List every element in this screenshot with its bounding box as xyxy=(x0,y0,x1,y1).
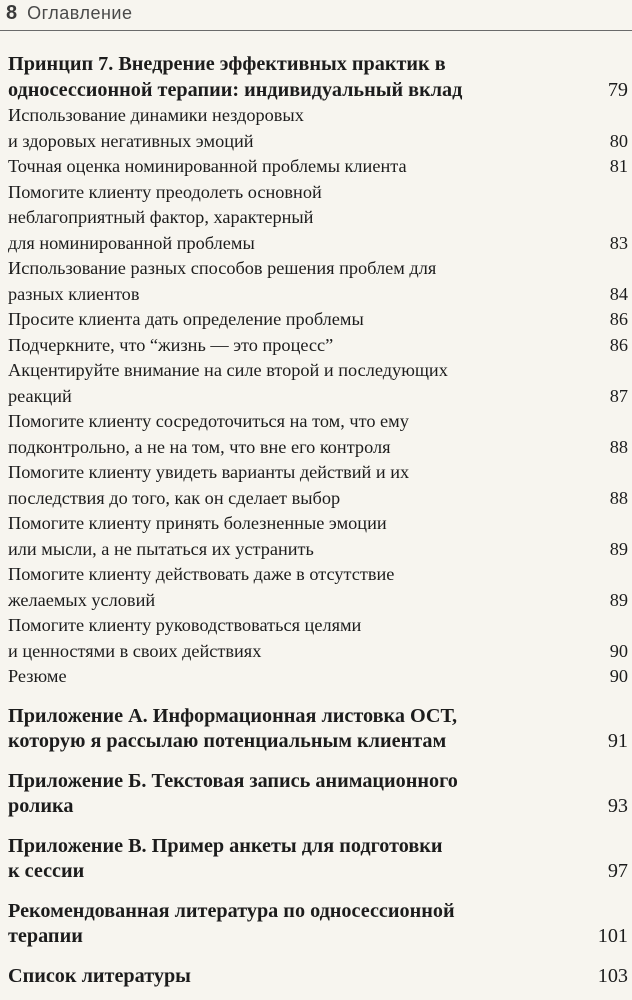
toc-entry-title: Помогите клиенту сосредоточиться на том, что ему подконтрольно, а не на том, что вне его контроля xyxy=(8,411,409,457)
toc-entry xyxy=(8,154,628,180)
toc-entry-page: 101 xyxy=(597,925,628,947)
toc-entry-page: 80 xyxy=(609,130,628,151)
toc-chapter-entry xyxy=(8,964,628,990)
toc-entry xyxy=(8,256,628,307)
toc-entry-title: Помогите клиенту увидеть варианты действий и их последствия до того, как он сделает выбор xyxy=(8,462,410,508)
toc-entry-page: 91 xyxy=(607,730,628,752)
toc-entry xyxy=(8,180,628,257)
toc-entry-title: Помогите клиенту руководствоваться целями и ценностями в своих действиях xyxy=(8,615,362,661)
toc-entry-title: Помогите клиенту преодолеть основной неблагоприятный фактор, характерный для номинированной проблемы xyxy=(8,181,322,253)
toc-entry-title: Акцентируйте внимание на силе второй и последующих реакций xyxy=(8,360,448,406)
toc-entry xyxy=(8,613,628,664)
table-of-contents xyxy=(8,52,628,989)
toc-entry-title: Принцип 7. Внедрение эффективных практик в односессионной терапии: индивидуальный вклад xyxy=(8,53,463,101)
toc-entry-page: 79 xyxy=(607,78,628,101)
section-name: Оглавление xyxy=(27,3,133,23)
toc-entry-page: 89 xyxy=(609,538,628,559)
toc-entry-title: Использование динамики нездоровых и здоровых негативных эмоций xyxy=(8,105,304,151)
toc-entry xyxy=(8,460,628,511)
toc-chapter-entry xyxy=(8,834,628,885)
toc-entry-page: 83 xyxy=(609,232,628,253)
toc-entry-page: 103 xyxy=(597,964,628,987)
toc-entry-page: 90 xyxy=(609,640,628,661)
toc-entry-page: 90 xyxy=(609,666,628,686)
toc-entry xyxy=(8,664,628,690)
toc-entry-page: 86 xyxy=(609,309,628,329)
toc-chapter-entry xyxy=(8,704,628,755)
toc-entry-page: 97 xyxy=(607,860,628,882)
toc-entry xyxy=(8,333,628,359)
toc-entry-page: 84 xyxy=(609,283,628,304)
toc-entry-title: Приложение Б. Текстовая запись анимационного ролика xyxy=(8,769,458,817)
toc-entry-title: Список литературы xyxy=(8,964,191,987)
toc-entry-page: 88 xyxy=(609,487,628,508)
toc-entry-page: 88 xyxy=(609,436,628,457)
toc-entry xyxy=(8,409,628,460)
toc-entry xyxy=(8,307,628,333)
toc-entry-title: Приложение А. Информационная листовка ОСТ, которую я рассылаю потенциальным клиентам xyxy=(8,704,458,752)
toc-chapter-entry xyxy=(8,52,628,103)
toc-entry-page: 81 xyxy=(609,156,628,176)
toc-entry-title: Резюме xyxy=(8,666,67,686)
toc-entry-title: Помогите клиенту действовать даже в отсутствие желаемых условий xyxy=(8,564,395,610)
toc-chapter-entry xyxy=(8,899,628,950)
header-divider xyxy=(0,30,632,31)
toc-entry-page: 86 xyxy=(609,334,628,355)
running-head xyxy=(6,2,132,25)
toc-entry-title: Точная оценка номинированной проблемы клиента xyxy=(8,156,407,176)
toc-entry xyxy=(8,562,628,613)
toc-entry-title: Просите клиента дать определение проблемы xyxy=(8,309,364,329)
toc-entry-title: Приложение В. Пример анкеты для подготовки к сессии xyxy=(8,834,443,882)
toc-entry-title: Подчеркните, что “жизнь — это процесс” xyxy=(8,334,334,355)
toc-entry xyxy=(8,358,628,409)
toc-entry xyxy=(8,511,628,562)
toc-entry-title: Помогите клиенту принять болезненные эмоции или мысли, а не пытаться их устранить xyxy=(8,513,387,559)
toc-entry-page: 89 xyxy=(609,589,628,610)
toc-chapter-entry xyxy=(8,769,628,820)
toc-entry-title: Рекомендованная литература по односессионной терапии xyxy=(8,899,455,947)
toc-entry-page: 93 xyxy=(607,795,628,817)
page-number: 8 xyxy=(6,2,18,24)
toc-entry xyxy=(8,103,628,154)
toc-entry-title: Использование разных способов решения проблем для разных клиентов xyxy=(8,258,437,304)
toc-entry-page: 87 xyxy=(609,385,628,406)
